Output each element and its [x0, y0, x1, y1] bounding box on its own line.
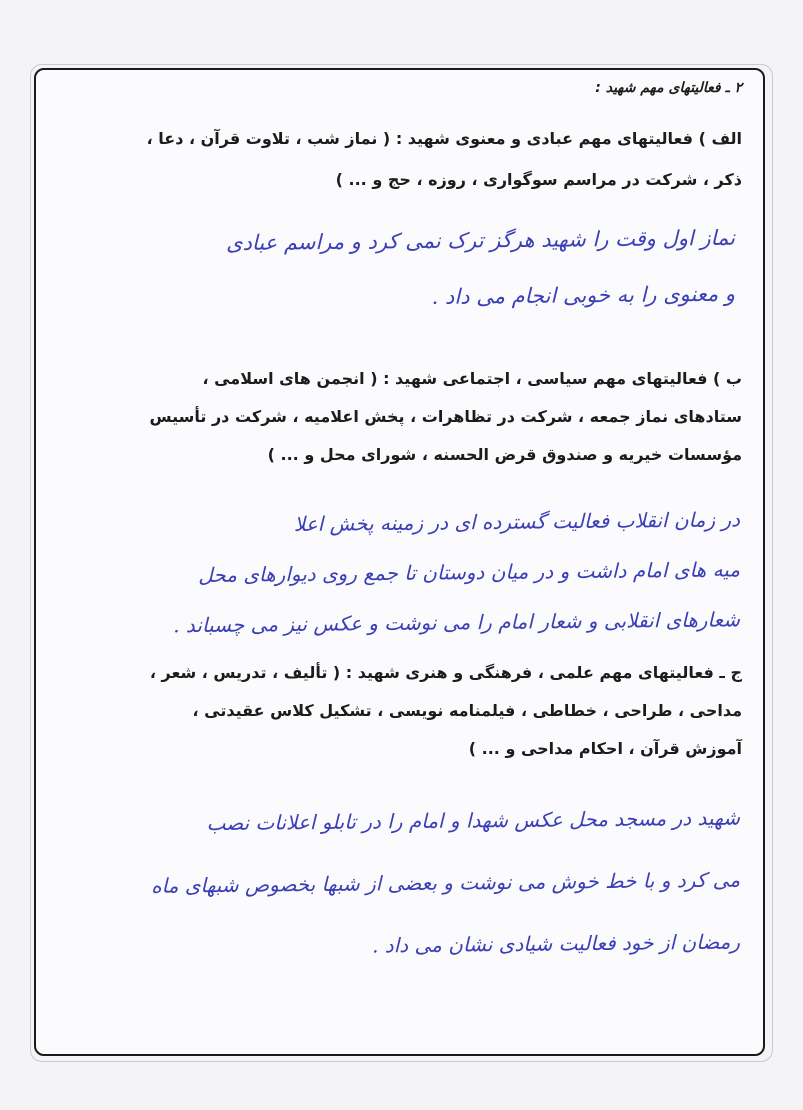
answer-c-handwritten [90, 790, 740, 976]
question-b-line-3: مؤسسات خیریه و صندوق قرض الحسنه ، شورای محل و ... ) [267, 445, 742, 464]
question-b-line-2: ستادهای نماز جمعه ، شرکت در تظاهرات ، پخش اعلامیه ، شرکت در تأسیس [149, 407, 742, 426]
question-c-line-2: مداحی ، طراحی ، خطاطی ، فیلمنامه نویسی ، تشکیل کلاس عقیدتی ، [192, 701, 742, 720]
answer-a-handwritten [110, 213, 735, 325]
section-title: ۲ ـ فعالیتهای مهم شهید : [595, 80, 742, 96]
answer-c-line-2: می کرد و با خط خوش می نوشت و بعضی از شبها بخصوص شبهای ماه [150, 867, 741, 898]
question-a-line-2: ذکر ، شرکت در مراسم سوگواری ، روزه ، حج و ... ) [335, 170, 742, 189]
question-c-text [52, 654, 742, 768]
question-b-line-1: ب ) فعالیتهای مهم سیاسی ، اجتماعی شهید : ( انجمن های اسلامی ، [202, 369, 742, 388]
answer-b-line-1: در زمان انقلاب فعالیت گسترده ای در زمینه پخش اعلا [293, 507, 741, 537]
answer-b-handwritten [40, 498, 740, 648]
question-a-line-1: الف ) فعالیتهای مهم عبادی و معنوی شهید : ( نماز شب ، تلاوت قرآن ، دعا ، [146, 129, 742, 148]
answer-c-line-3: رمضان از خود فعالیت شیادی نشان می داد . [371, 929, 741, 958]
question-c-line-1: ج ـ فعالیتهای مهم علمی ، فرهنگی و هنری شهید : ( تألیف ، تدریس ، شعر ، [149, 663, 742, 682]
question-b-text [52, 360, 742, 474]
question-c-line-3: آموزش قرآن ، احکام مداحی و ... ) [468, 739, 742, 758]
question-a-text [52, 118, 742, 200]
answer-a-line-1: نماز اول وقت را شهید هرگز ترک نمی کرد و مراسم عبادی [225, 225, 736, 256]
answer-a-line-2: و معنوی را به خوبی انجام می داد . [431, 281, 736, 309]
answer-c-line-1: شهید در مسجد محل عکس شهدا و امام را در تابلو اعلانات نصب [206, 805, 741, 836]
answer-b-line-3: شعارهای انقلابی و شعار امام را می نوشت و عکس نیز می چسباند . [173, 607, 741, 638]
answer-b-line-2: میه های امام داشت و در میان دوستان تا جمع روی دیوارهای محل [198, 557, 741, 588]
